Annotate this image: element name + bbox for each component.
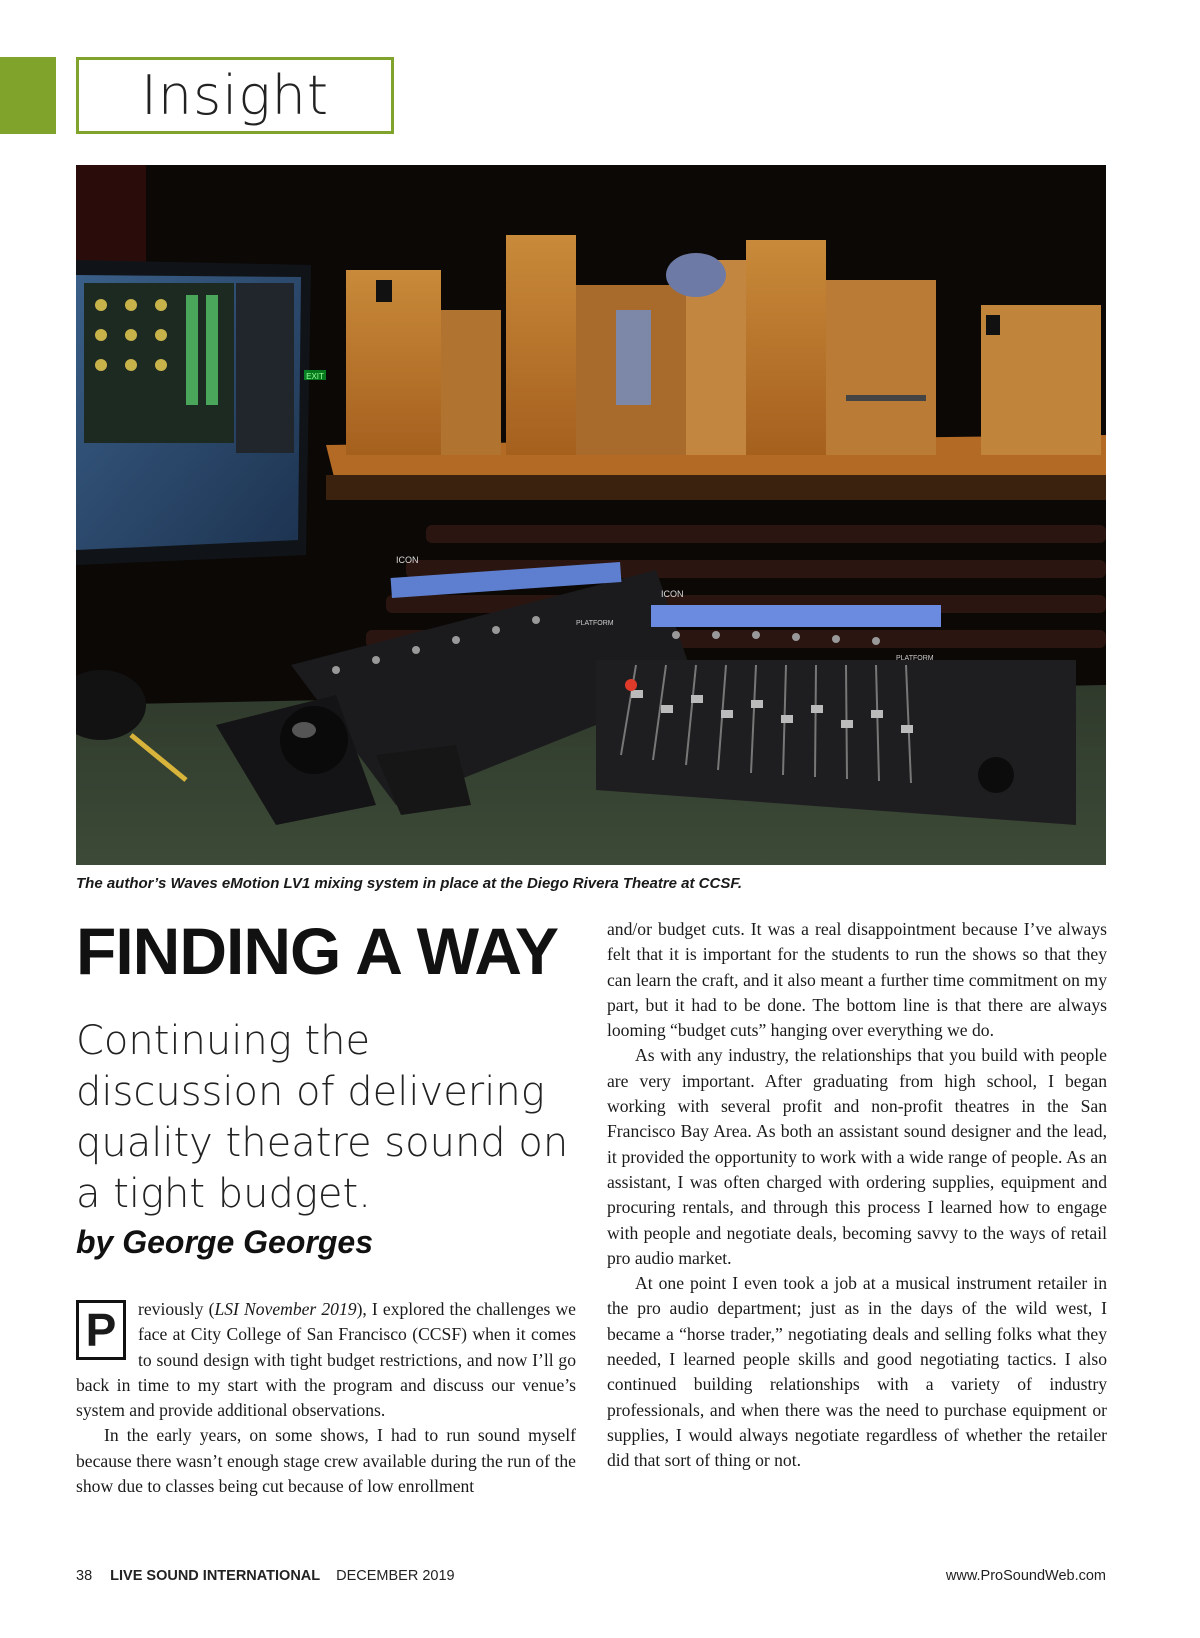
- drop-cap: P: [76, 1300, 126, 1360]
- article-headline: FINDING A WAY: [76, 914, 559, 988]
- article-column-left: [76, 1297, 576, 1499]
- console-brand-1: ICON: [661, 589, 684, 599]
- article-photo: [76, 165, 1106, 865]
- paragraph-1-text-a: reviously (: [138, 1299, 215, 1319]
- page-number: 38: [76, 1568, 93, 1584]
- website-link[interactable]: www.ProSoundWeb.com: [945, 1568, 1106, 1584]
- issue-date: DECEMBER 2019: [336, 1568, 455, 1584]
- photo-caption: The author’s Waves eMotion LV1 mixing system in place at the Diego Rivera Theatre at CCSF.: [76, 875, 743, 892]
- paragraph-2-continued: and/or budget cuts. It was a real disappointment because I’ve always felt that it is important for the students to run the shows so that they can learn the craft, and it also meant a further time commitment on my part, but it had to be done. The bottom line is that there are always looming “budget cuts” hanging over everything we do.: [607, 919, 1107, 1041]
- article-byline: by George Georges: [76, 1224, 373, 1260]
- section-label: Insight: [140, 64, 330, 127]
- console-brand-2: ICON: [396, 555, 419, 565]
- paragraph-1-text-b: ), I explored the challenges we face at City College of San Francisco (CCSF) when it comes to sound design with tight budget restrictions, and now I’ll go back in time to my start with the program and discuss our venue’s system and provide additional observations.: [76, 1299, 576, 1421]
- paragraph-4: At one point I even took a job at a musical instrument retailer in the pro audio department; just as in the days of the wild west, I became a “horse trader,” negotiating deals and selling folks what they needed, I learned people skills and good negotiating tactics. I also continued building relationships with a variety of industry professionals, and when there was the need to purchase equipment or supplies, I would always negotiate regardless of whether the retailer did that sort of thing or not.: [607, 1273, 1107, 1471]
- article-subhead: Continuing the discussion of delivering quality theatre sound on a tight budget.: [76, 1018, 569, 1217]
- platform-label-1: PLATFORM: [576, 620, 614, 627]
- article-column-right: [607, 917, 1107, 1474]
- paragraph-3: As with any industry, the relationships that you build with people are very important. After graduating from high school, I began working with several profit and non-profit theatres in the San Francisco Bay Area. As both an assistant sound designer and the lead, it provided the opportunity to work with a wide range of people. As an assistant, I was often charged with ordering supplies, equipment and procuring rentals, and through this process I learned how to engage with people and negotiate deals, becoming savvy to the ways of retail pro audio market.: [607, 1045, 1107, 1268]
- platform-label-2: PLATFORM: [896, 655, 934, 662]
- section-color-tab: [0, 57, 56, 134]
- section-header: [76, 57, 394, 134]
- exit-sign: EXIT: [306, 372, 324, 381]
- page-footer: [76, 1568, 1106, 1584]
- paragraph-1: [76, 1297, 576, 1423]
- magazine-name: LIVE SOUND INTERNATIONAL: [110, 1568, 321, 1584]
- paragraph-2: In the early years, on some shows, I had to run sound myself because there wasn’t enough stage crew available during the run of the show due to classes being cut because of low enrollment: [76, 1425, 576, 1497]
- issue-reference: LSI November 2019: [214, 1299, 357, 1319]
